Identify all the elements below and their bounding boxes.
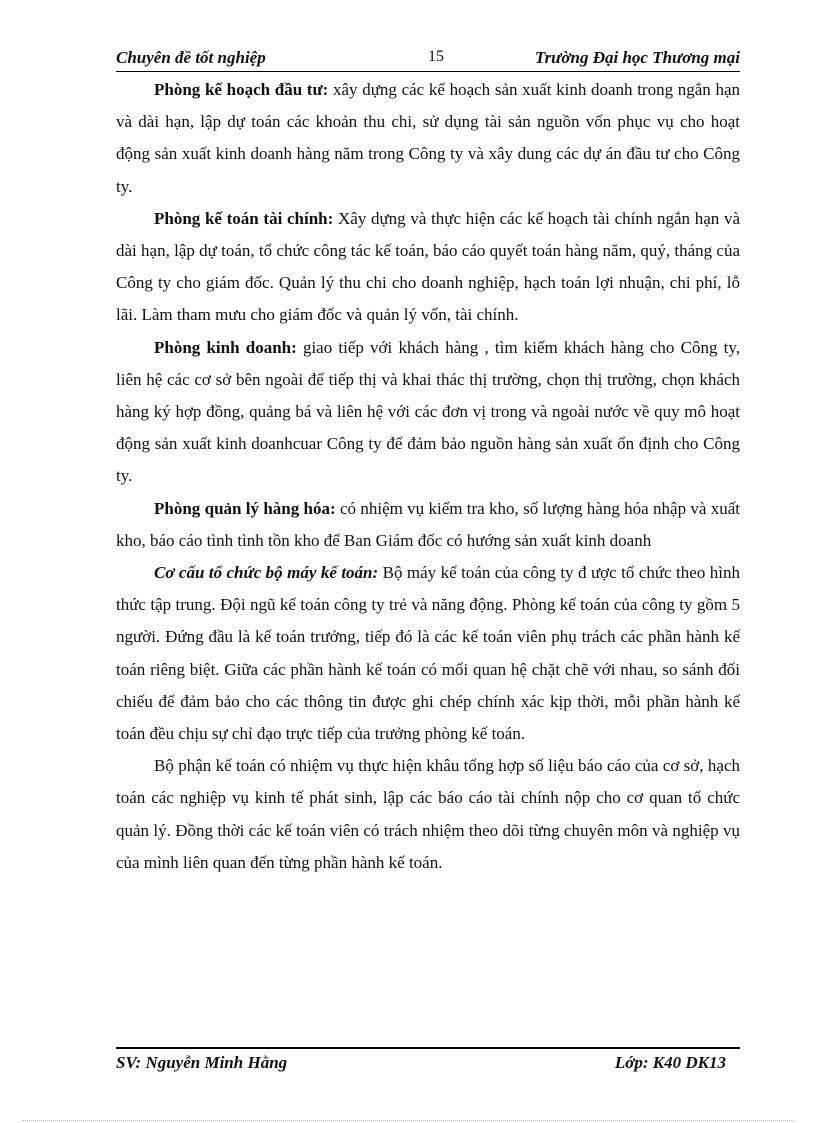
- page-header: [116, 48, 740, 70]
- paragraph-lead: Phòng quản lý hàng hóa:: [154, 498, 336, 518]
- footer-class: Lớp: K40 DK13: [614, 1053, 726, 1072]
- paragraph-text: xây dựng các kế hoạch sản xuất kinh doanh trong ngắn hạn và dài hạn, lập dự toán các khoản thu chi, sử dụng tài sản nguồn vốn phục vụ cho hoạt động sản xuất kinh doanh hàng năm trong Công ty và xây dung các dự án đầu tư cho Công ty.: [116, 80, 740, 196]
- page-footer: [116, 1053, 740, 1077]
- footer-student: SV: Nguyễn Minh Hằng: [116, 1053, 288, 1072]
- paragraph-lead: Phòng kế hoạch đầu tư:: [154, 80, 329, 99]
- header-rule: [116, 71, 740, 72]
- body-text: [116, 74, 740, 879]
- paragraph-text: Xây dựng và thực hiện các kế hoạch tài chính ngắn hạn và dài hạn, lập dự toán, tổ chức công tác kế toán, báo cáo quyết toán hàng năm, quý, tháng của Công ty cho giám đốc. Quản lý thu chi cho doanh nghiệp, hạch toán lợi nhuận, chi phí, lỗ lãi. Làm tham mưu cho giám đốc và quản lý vốn, tài chính.: [116, 208, 740, 325]
- paragraph-accounting-structure: [116, 557, 740, 750]
- header-title: Chuyên đề tốt nghiệp: [116, 48, 266, 67]
- paragraph-text: Bộ máy kế toán của công ty đ ược tổ chức theo hình thức tập trung. Đội ngũ kế toán công ty trẻ và năng động. Phòng kế toán của công ty gồm 5 người. Đứng đầu là kế toán trưởng, tiếp đó là các kế toán viên phụ trách các phần hành kế toán riêng biệt. Giữa các phần hành kế toán có mối quan hệ chặt chẽ với nhau, so sánh đối chiếu để đảm bảo cho các thông tin được ghi chép chính xác kịp thời, mỗi phần hành kế toán đều chịu sự chỉ đạo trực tiếp của trưởng phòng kế toán.: [116, 563, 740, 744]
- paragraph-planning: [116, 74, 740, 203]
- paragraph-lead: Cơ cấu tổ chức bộ máy kế toán:: [154, 563, 379, 583]
- paragraph-text: có nhiệm vụ kiểm tra kho, số lượng hàng hóa nhập và xuất kho, báo cáo tình tình tồn kho để Ban Giám đốc có hướng sản xuất kinh doanh: [116, 498, 741, 550]
- header-school: Trường Đại học Thương mại: [534, 48, 740, 67]
- paragraph-goods: [116, 493, 740, 557]
- paragraph-finance: [116, 203, 740, 332]
- paragraph-text: Bộ phận kế toán có nhiệm vụ thực hiện khâu tổng hợp số liệu báo cáo của cơ sở, hạch toán các nghiệp vụ kinh tế phát sinh, lập các báo cáo tài chính nộp cho cơ quan tổ chức quản lý. Đồng thời các kế toán viên có trách nhiệm theo dõi từng chuyên môn và nghiệp vụ của mình liên quan đến từng phần hành kế toán.: [116, 756, 740, 872]
- paragraph-lead: Phòng kế toán tài chính:: [154, 208, 334, 228]
- page-edge-divider: [22, 1120, 794, 1121]
- paragraph-accounting-duties: [116, 750, 740, 879]
- paragraph-lead: Phòng kinh doanh:: [154, 337, 297, 357]
- paragraph-text: giao tiếp với khách hàng , tìm kiếm khách hàng cho Công ty, liên hệ các cơ sở bên ngoài để tiếp thị và khai thác thị trường, chọn thị trường, chọn khách hàng ký hợp đồng, quảng bá và liên hệ với các đơn vị trong và ngoài nước về quy mô hoạt động sản xuất kinh doanhcuar Công ty để đảm bảo nguồn hàng sản xuất ổn định cho Công ty.: [116, 337, 740, 486]
- footer-rule: [116, 1047, 740, 1049]
- paragraph-business: [116, 332, 740, 493]
- page-number: 15: [428, 48, 444, 65]
